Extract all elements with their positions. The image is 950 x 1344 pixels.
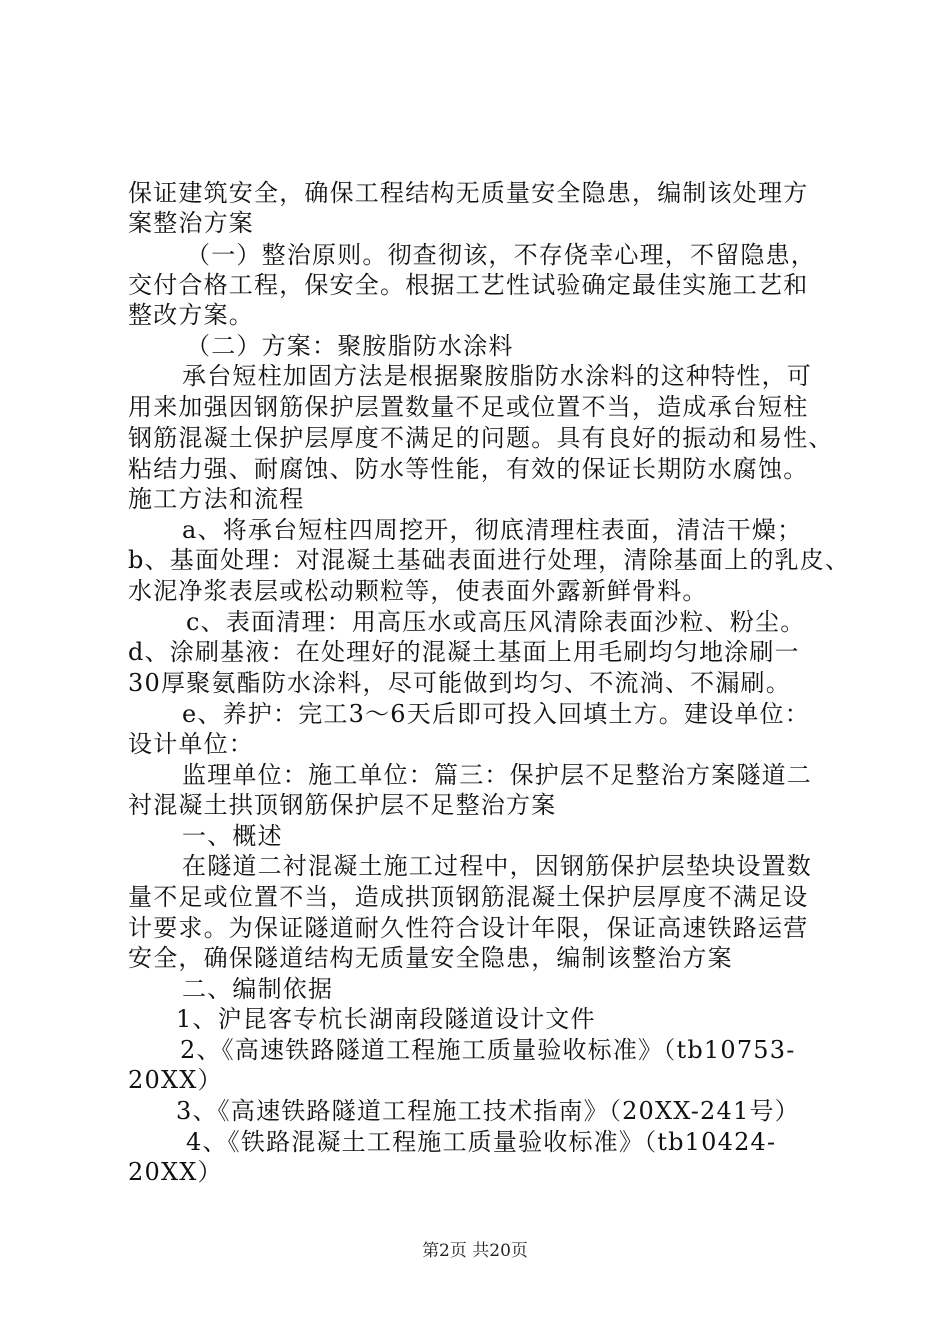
text-line: 用来加强因钢筋保护层置数量不足或位置不当，造成承台短柱 xyxy=(128,393,809,421)
text-line: 量不足或位置不当，造成拱顶钢筋混凝土保护层厚度不满足设 xyxy=(128,883,809,911)
text-line: a、将承台短柱四周挖开，彻底清理柱表面，清洁干燥； xyxy=(182,516,803,544)
text-line: 1、沪昆客专杭长湖南段隧道设计文件 xyxy=(176,1005,596,1033)
text-line: （一）整治原则。彻查彻该，不存侥幸心理，不留隐患， xyxy=(186,241,816,269)
text-line: 承台短柱加固方法是根据聚胺脂防水涂料的这种特性，可 xyxy=(182,362,812,390)
text-line: b、基面处理：对混凝土基础表面进行处理，清除基面上的乳皮、 xyxy=(128,546,851,574)
text-line: 安全，确保隧道结构无质量安全隐患，编制该整治方案 xyxy=(128,944,733,972)
text-line: 计要求。为保证隧道耐久性符合设计年限，保证高速铁路运营 xyxy=(128,914,809,942)
text-line: 案整治方案 xyxy=(128,209,254,237)
text-line: e、养护：完工3～6天后即可投入回填土方。建设单位： xyxy=(182,700,810,728)
text-line: 2、《高速铁路隧道工程施工质量验收标准》（tb10753- xyxy=(180,1036,796,1064)
text-line: 监理单位：施工单位：篇三：保护层不足整治方案隧道二 xyxy=(182,761,812,789)
text-line: 保证建筑安全，确保工程结构无质量安全隐患，编制该处理方 xyxy=(128,179,809,207)
text-line: 施工方法和流程 xyxy=(128,485,305,513)
text-line: 二、编制依据 xyxy=(182,975,334,1003)
text-line: 4、《铁路混凝土工程施工质量验收标准》（tb10424- xyxy=(186,1128,777,1156)
text-line: 3、《高速铁路隧道工程施工技术指南》（20XX-241号） xyxy=(176,1097,800,1125)
text-line: 钢筋混凝土保护层厚度不满足的问题。具有良好的振动和易性、 xyxy=(128,424,834,452)
text-line: d、涂刷基液：在处理好的混凝土基面上用毛刷均匀地涂刷一 xyxy=(128,638,800,666)
text-line: 交付合格工程，保安全。根据工艺性试验确定最佳实施工艺和 xyxy=(128,271,809,299)
text-line: 20XX） xyxy=(128,1066,223,1094)
text-line: 20XX） xyxy=(128,1158,223,1186)
text-line: 设计单位： xyxy=(128,730,254,758)
text-line: c、表面清理：用高压水或高压风清除表面沙粒、粉尘。 xyxy=(186,608,806,636)
text-line: 整改方案。 xyxy=(128,301,254,329)
text-line: 30厚聚氨酯防水涂料，尽可能做到均匀、不流淌、不漏刷。 xyxy=(128,669,791,697)
page-footer: 第2页 共20页 xyxy=(422,1241,528,1261)
text-line: 水泥净浆表层或松动颗粒等，使表面外露新鲜骨料。 xyxy=(128,577,708,605)
text-line: 在隧道二衬混凝土施工过程中，因钢筋保护层垫块设置数 xyxy=(182,852,812,880)
text-line: 一、概述 xyxy=(182,822,283,850)
text-line: 衬混凝土拱顶钢筋保护层不足整治方案 xyxy=(128,791,557,819)
text-line: （二）方案：聚胺脂防水涂料 xyxy=(186,332,514,360)
text-line: 粘结力强、耐腐蚀、防水等性能，有效的保证长期防水腐蚀。 xyxy=(128,455,809,483)
